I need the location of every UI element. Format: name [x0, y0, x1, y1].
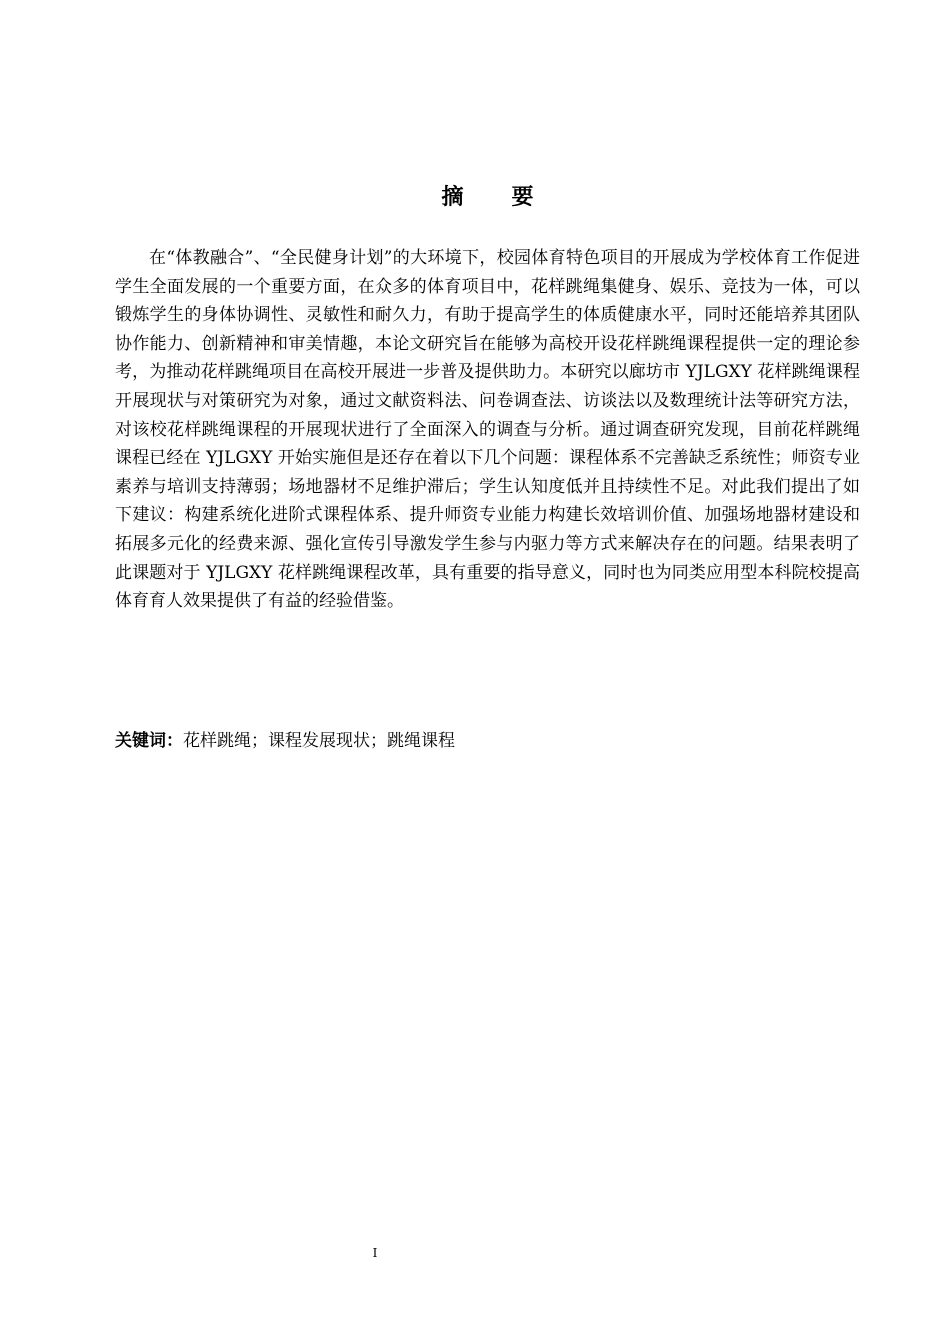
abstract-body: 在“体教融合”、“全民健身计划”的大环境下，校园体育特色项目的开展成为学校体育工作促进学生全面发展的一个重要方面，在众多的体育项目中，花样跳绳集健身、娱乐、竞技为一体，可以锻炼学生的身体协调性、灵敏性和耐久力，有助于提高学生的体质健康水平，同时还能培养其团队协作能力、创新精神和审美情趣，本论文研究旨在能够为高校开设花样跳绳课程提供一定的理论参考，为推动花样跳绳项目在高校开展进一步普及提供助力。本研究以廊坊市 YJLGXY 花样跳绳课程开展现状与对策研究为对象，通过文献资料法、问卷调查法、访谈法以及数理统计法等研究方法，对该校花样跳绳课程的开展现状进行了全面深入的调查与分析。通过调查研究发现，目前花样跳绳课程已经在 YJLGXY 开始实施但是还存在着以下几个问题：课程体系不完善缺乏系统性；师资专业素养与培训支持薄弱；场地器材不足维护滞后；学生认知度低并且持续性不足。对此我们提出了如下建议：构建系统化进阶式课程体系、提升师资专业能力构建长效培训价值、加强场地器材建设和拓展多元化的经费来源、强化宣传引导激发学生参与内驱力等方式来解决存在的问题。结果表明了此课题对于 YJLGXY 花样跳绳课程改革，具有重要的指导意义，同时也为同类应用型本科院校提高体育育人效果提供了有益的经验借鉴。 — [115, 248, 860, 612]
abstract-title — [0, 180, 950, 211]
keywords-label: 关键词： — [115, 731, 183, 751]
abstract-title-char-1: 摘 — [441, 185, 464, 210]
page-number: I — [372, 1246, 378, 1260]
keywords-text: 花样跳绳；课程发展现状；跳绳课程 — [183, 731, 455, 751]
keywords-line — [115, 727, 860, 755]
abstract-title-char-2: 要 — [511, 185, 534, 210]
